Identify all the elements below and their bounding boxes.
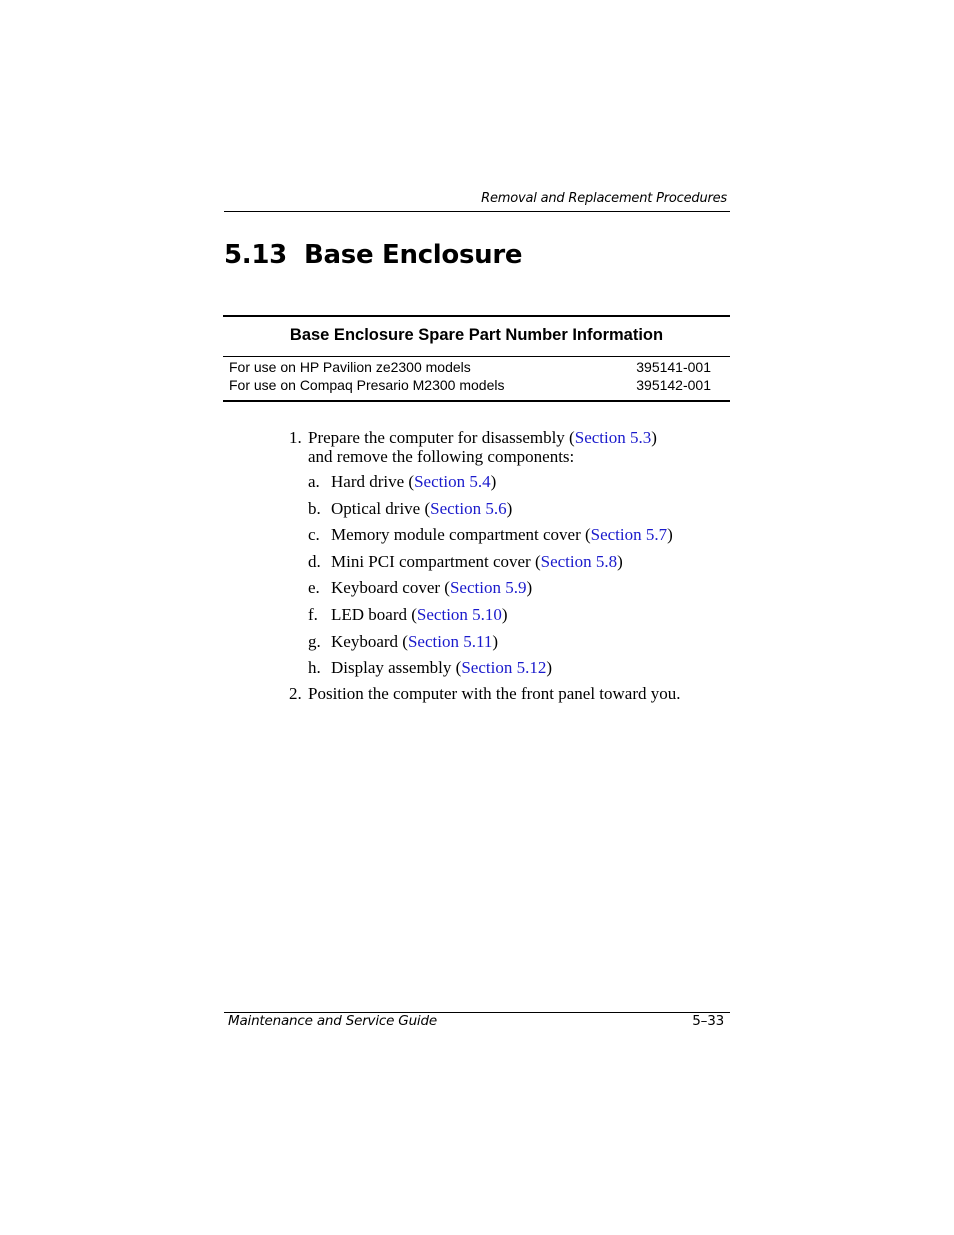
table-caption: Base Enclosure Spare Part Number Information (289, 326, 664, 344)
list-item: c. Memory module compartment cover (Section 5.7) (308, 525, 673, 545)
list-item: h. Display assembly (Section 5.12) (308, 658, 552, 678)
part-description: For use on HP Pavilion ze2300 models (229, 359, 471, 375)
spare-part-table (223, 315, 730, 402)
step-text-line2: and remove the following components: (308, 447, 575, 466)
part-description: For use on Compaq Presario M2300 models (229, 377, 505, 393)
component-list (308, 472, 746, 685)
header-rule (224, 211, 730, 212)
section-link[interactable]: Section 5.7 (590, 525, 668, 545)
step-1: 1. Prepare the computer for disassembly (Section 5.3) and remove the following components: a. Hard drive (Section 5.4) b. Optical drive (Section 5.6) c. Memory module compartment cover (Section 5.7) d. Mini PCI compartment cover (Section 5.8) e. Keyboard cover (Section 5.9) f. LED board (Section 5.10) g. Keyboard (Section 5.11) h. Display assembly (Section 5.12) (286, 428, 746, 685)
step-text: Position the computer with the front panel toward you. (308, 683, 681, 703)
list-item: d. Mini PCI compartment cover (Section 5.8) (308, 551, 623, 571)
section-link[interactable]: Section 5.11 (407, 631, 493, 651)
section-link[interactable]: Section 5.10 (416, 604, 502, 624)
table-row (223, 376, 730, 394)
page-footer (228, 1013, 724, 1029)
step-text: Prepare the computer for disassembly ( (308, 428, 575, 447)
section-number: 5.13 (224, 240, 287, 270)
list-item: a. Hard drive (Section 5.4) (308, 472, 497, 491)
list-item: g. Keyboard (Section 5.11) (308, 631, 498, 651)
guide-title: Maintenance and Service Guide (228, 1013, 437, 1029)
section-link[interactable]: Section 5.12 (461, 658, 547, 678)
section-link[interactable]: Section 5.6 (430, 498, 507, 518)
step-2 (286, 684, 746, 703)
section-title-text: Base Enclosure (304, 240, 523, 270)
section-link[interactable]: Section 5.8 (540, 551, 618, 571)
list-item: f. LED board (Section 5.10) (308, 604, 508, 624)
table-row (223, 358, 730, 376)
running-header: Removal and Replacement Procedures (481, 191, 727, 206)
table-bottom-rule (223, 400, 730, 402)
part-number: 395141-001 (636, 359, 711, 375)
section-link[interactable]: Section 5.4 (414, 472, 491, 491)
list-item: e. Keyboard cover (Section 5.9) (308, 578, 533, 598)
part-number: 395142-001 (636, 377, 711, 393)
page-number: 5–33 (692, 1013, 724, 1029)
step-marker: 1. (289, 428, 302, 447)
procedure-steps (286, 428, 746, 703)
section-link[interactable]: Section 5.9 (449, 578, 527, 598)
section-link[interactable]: Section 5.3 (574, 428, 652, 447)
step-marker: 2. (289, 683, 302, 703)
list-item: b. Optical drive (Section 5.6) (308, 498, 513, 518)
section-title (224, 240, 522, 270)
